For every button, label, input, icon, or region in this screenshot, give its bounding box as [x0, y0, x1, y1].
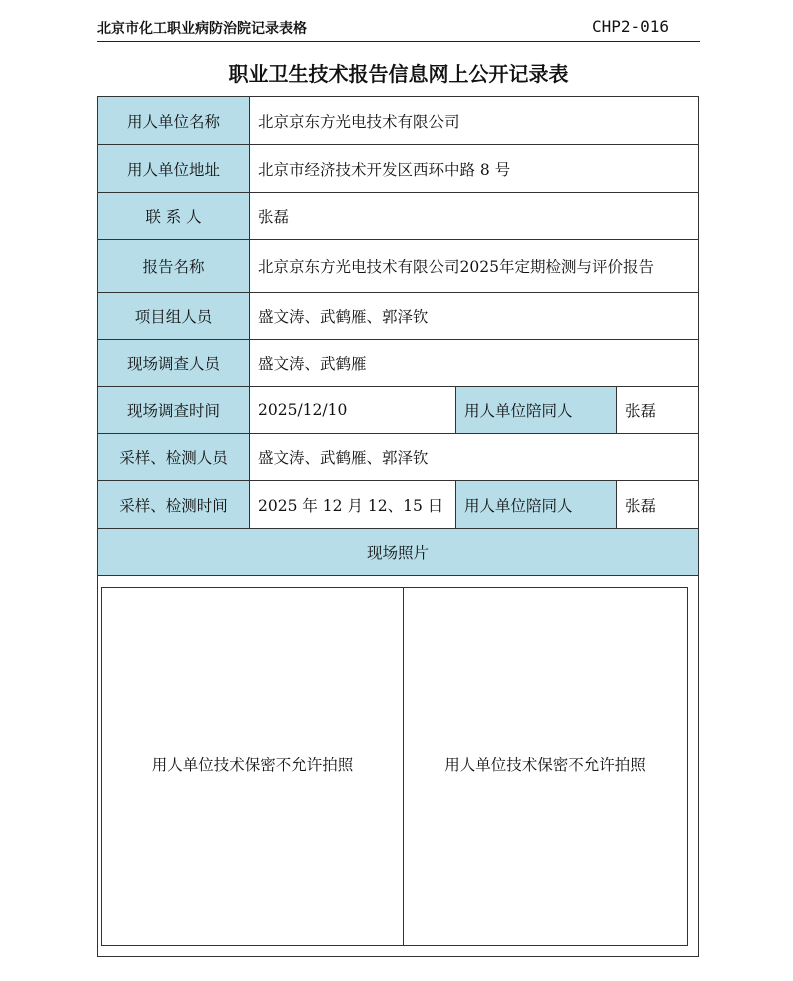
header-divider	[97, 41, 700, 42]
report-name-value: 北京京东方光电技术有限公司2025年定期检测与评价报告	[250, 240, 699, 293]
survey-companion-value: 张磊	[617, 387, 699, 434]
sampling-time-value: 2025 年 12 月 12、15 日	[250, 481, 456, 529]
record-table	[97, 96, 699, 957]
team-value: 盛文涛、武鹤雁、郭泽钦	[250, 293, 699, 340]
employer-address-label: 用人单位地址	[98, 145, 250, 193]
row-survey-time	[98, 387, 699, 434]
row-report-name	[98, 240, 699, 293]
sampling-staff-label: 采样、检测人员	[98, 434, 250, 481]
employer-name-label: 用人单位名称	[98, 97, 250, 145]
survey-time-label: 现场调查时间	[98, 387, 250, 434]
row-team	[98, 293, 699, 340]
sampling-staff-value: 盛文涛、武鹤雁、郭泽钦	[250, 434, 699, 481]
row-employer-name	[98, 97, 699, 145]
contact-label: 联 系 人	[98, 193, 250, 240]
row-contact	[98, 193, 699, 240]
sampling-companion-value: 张磊	[617, 481, 699, 529]
report-name-label: 报告名称	[98, 240, 250, 293]
document-title: 职业卫生技术报告信息网上公开记录表	[228, 62, 569, 86]
row-sampling-time	[98, 481, 699, 529]
row-employer-address	[98, 145, 699, 193]
survey-staff-value: 盛文涛、武鹤雁	[250, 340, 699, 387]
photo-box-right	[403, 587, 688, 946]
survey-time-value: 2025/12/10	[250, 387, 456, 434]
survey-staff-label: 现场调查人员	[98, 340, 250, 387]
photo-box-left	[101, 587, 404, 946]
row-survey-staff	[98, 340, 699, 387]
row-sampling-staff	[98, 434, 699, 481]
team-label: 项目组人员	[98, 293, 250, 340]
photo-right-note: 用人单位技术保密不允许拍照	[444, 756, 646, 774]
sampling-time-label: 采样、检测时间	[98, 481, 250, 529]
contact-value: 张磊	[250, 193, 699, 240]
row-photos	[98, 576, 699, 957]
header-code: CHP2-016	[591, 17, 669, 36]
survey-companion-label: 用人单位陪同人	[456, 387, 617, 434]
row-photos-heading	[98, 529, 699, 576]
sampling-companion-label: 用人单位陪同人	[456, 481, 617, 529]
photos-heading: 现场照片	[98, 529, 699, 576]
photos-area	[98, 576, 699, 957]
photo-left-note: 用人单位技术保密不允许拍照	[151, 756, 354, 774]
employer-name-value: 北京京东方光电技术有限公司	[250, 97, 699, 145]
header-org: 北京市化工职业病防治院记录表格	[97, 21, 307, 37]
employer-address-value: 北京市经济技术开发区西环中路 8 号	[250, 145, 699, 193]
